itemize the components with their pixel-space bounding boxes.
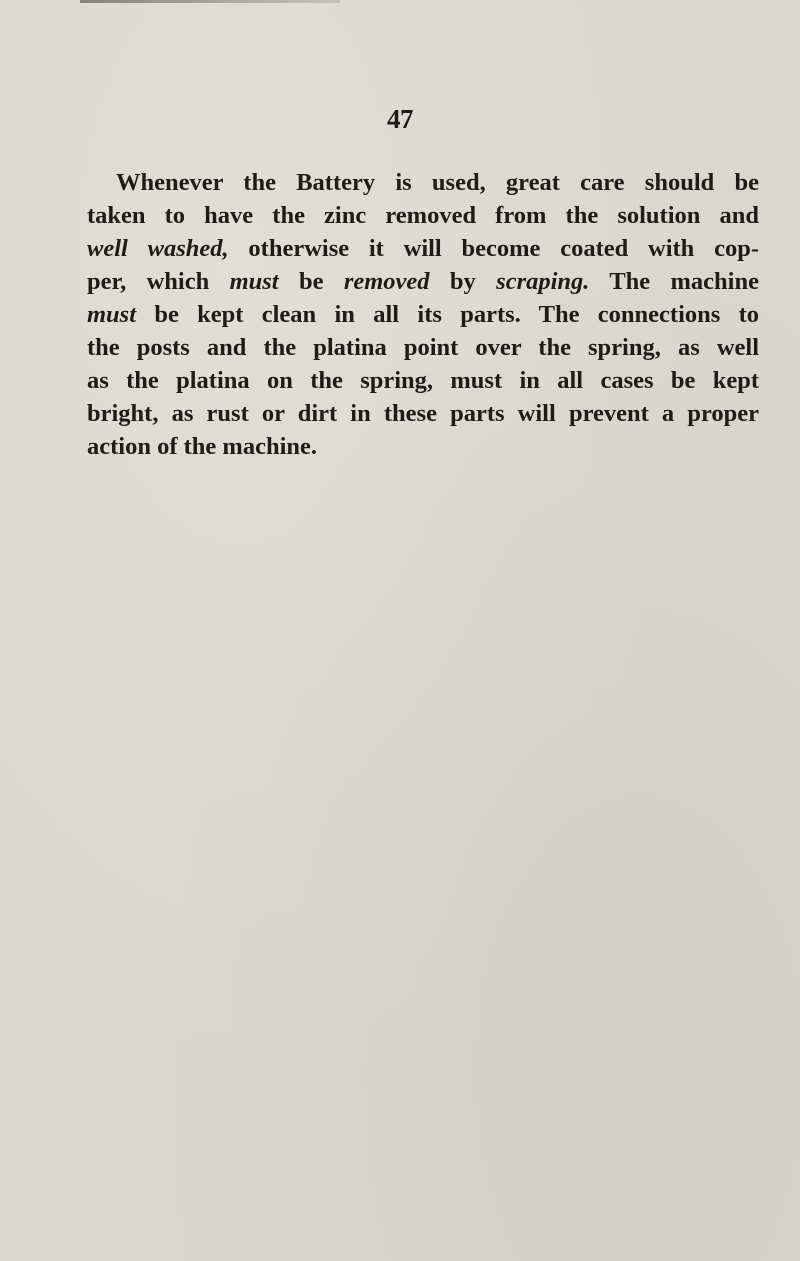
- paragraph-line: as the platina on the spring, must in all cases be kept: [87, 367, 759, 394]
- page-number: 47: [387, 104, 413, 134]
- paragraph-line: Whenever the Battery is used, great care should be: [116, 169, 759, 196]
- page-edge-shadow: [80, 0, 340, 3]
- italic-word: must: [229, 268, 279, 295]
- italic-word: scraping.: [496, 268, 590, 295]
- paragraph-line: the posts and the platina point over the spring, as well: [87, 334, 759, 361]
- paragraph-line: taken to have the zinc removed from the solution and: [87, 202, 759, 229]
- italic-phrase: well washed,: [87, 235, 229, 262]
- paragraph-line: action of the machine.: [87, 433, 317, 460]
- paragraph-line: must be kept clean in all its parts. The connections to: [87, 301, 759, 328]
- paragraph-line: bright, as rust or dirt in these parts will prevent a proper: [87, 400, 759, 427]
- italic-word: must: [87, 301, 137, 328]
- paragraph-line: per, which must be removed by scraping. The machine: [87, 268, 759, 295]
- body-paragraph: [87, 166, 759, 463]
- paragraph-line: well washed, otherwise it will become coated with cop-: [87, 235, 759, 262]
- italic-word: removed: [343, 268, 430, 295]
